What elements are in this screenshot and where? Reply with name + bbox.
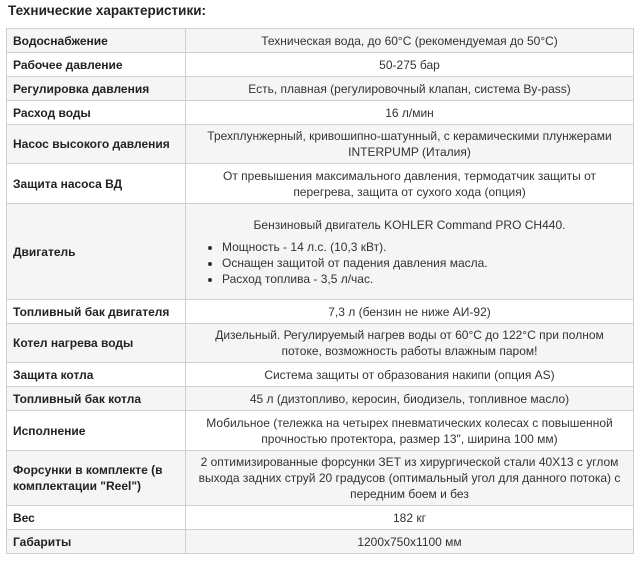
value-line: 2 оптимизированные форсунки ЗЕТ из хирургической стали 40Х13 с углом <box>200 455 619 469</box>
label-line: Форсунки в комплекте (в <box>13 463 163 477</box>
table-row <box>7 506 634 530</box>
table-row <box>7 387 634 411</box>
row-label: Насос высокого давления <box>7 125 186 164</box>
table-row <box>7 53 634 77</box>
value-line: прочностью протектора, размер 13", ширина 100 мм) <box>261 431 558 446</box>
row-value: 1200х750х1100 мм <box>186 530 634 554</box>
row-label: Двигатель <box>7 204 186 300</box>
row-label: Топливный бак двигателя <box>7 300 186 324</box>
row-label: Котел нагрева воды <box>7 324 186 363</box>
table-row <box>7 164 634 204</box>
row-value: 45 л (дизтопливо, керосин, биодизель, топливное масло) <box>186 387 634 411</box>
spec-table <box>6 28 634 554</box>
engine-features-list <box>192 239 627 287</box>
value-line: перегрева, защита от сухого хода (опция) <box>293 184 526 199</box>
row-label: Габариты <box>7 530 186 554</box>
row-label: Защита насоса ВД <box>7 164 186 204</box>
row-value <box>186 451 634 506</box>
value-line: Трехплунжерный, кривошипно-шатунный, с керамическими плунжерами <box>207 129 612 143</box>
engine-title: Бензиновый двигатель KOHLER Command PRO CH440. <box>253 217 566 232</box>
row-label: Защита котла <box>7 363 186 387</box>
row-value <box>186 411 634 451</box>
table-row <box>7 451 634 506</box>
label-line: комплектации "Reel") <box>13 479 142 493</box>
row-value: 50-275 бар <box>186 53 634 77</box>
table-row <box>7 411 634 451</box>
value-line: От превышения максимального давления, термодатчик защиты от <box>223 168 596 183</box>
row-label: Топливный бак котла <box>7 387 186 411</box>
list-item: • Мощность - 14 л.с. (10,3 кВт). <box>222 239 627 255</box>
row-value: Техническая вода, до 60°C (рекомендуемая до 50°C) <box>186 29 634 53</box>
row-value <box>186 204 634 300</box>
table-row <box>7 125 634 164</box>
section-heading: Технические характеристики: <box>8 3 207 18</box>
row-value: 7,3 л (бензин не ниже АИ-92) <box>186 300 634 324</box>
list-item: • Оснащен защитой от падения давления масла. <box>222 255 627 271</box>
table-row <box>7 300 634 324</box>
value-line: передним боем и без <box>350 487 469 501</box>
row-value: Есть, плавная (регулировочный клапан, система By-pass) <box>186 77 634 101</box>
table-row <box>7 101 634 125</box>
value-line: Мобильное (тележка на четырех пневматических колесах с повышенной <box>206 415 613 430</box>
table-row <box>7 204 634 300</box>
table-row <box>7 324 634 363</box>
row-value <box>186 164 634 204</box>
row-label: Вес <box>7 506 186 530</box>
row-value: 16 л/мин <box>186 101 634 125</box>
table-row <box>7 29 634 53</box>
row-label: Расход воды <box>7 101 186 125</box>
row-value: 182 кг <box>186 506 634 530</box>
value-line: выхода задних струй 20 градусов (оптимальный угол для данного потока) с <box>198 471 621 485</box>
row-label: Регулировка давления <box>7 77 186 101</box>
row-label: Водоснабжение <box>7 29 186 53</box>
row-value: Система защиты от образования накипи (опция AS) <box>186 363 634 387</box>
value-line: Дизельный. Регулируемый нагрев воды от 60°C до 122°C при полном <box>215 328 604 342</box>
row-value <box>186 324 634 363</box>
value-line: INTERPUMP (Италия) <box>348 145 471 159</box>
table-row <box>7 363 634 387</box>
row-label: Исполнение <box>7 411 186 451</box>
row-value <box>186 125 634 164</box>
table-row <box>7 530 634 554</box>
list-item: • Расход топлива - 3,5 л/час. <box>222 271 627 287</box>
table-row <box>7 77 634 101</box>
row-label <box>7 451 186 506</box>
row-label: Рабочее давление <box>7 53 186 77</box>
value-line: потоке, возможность работы влажным паром! <box>281 344 538 358</box>
